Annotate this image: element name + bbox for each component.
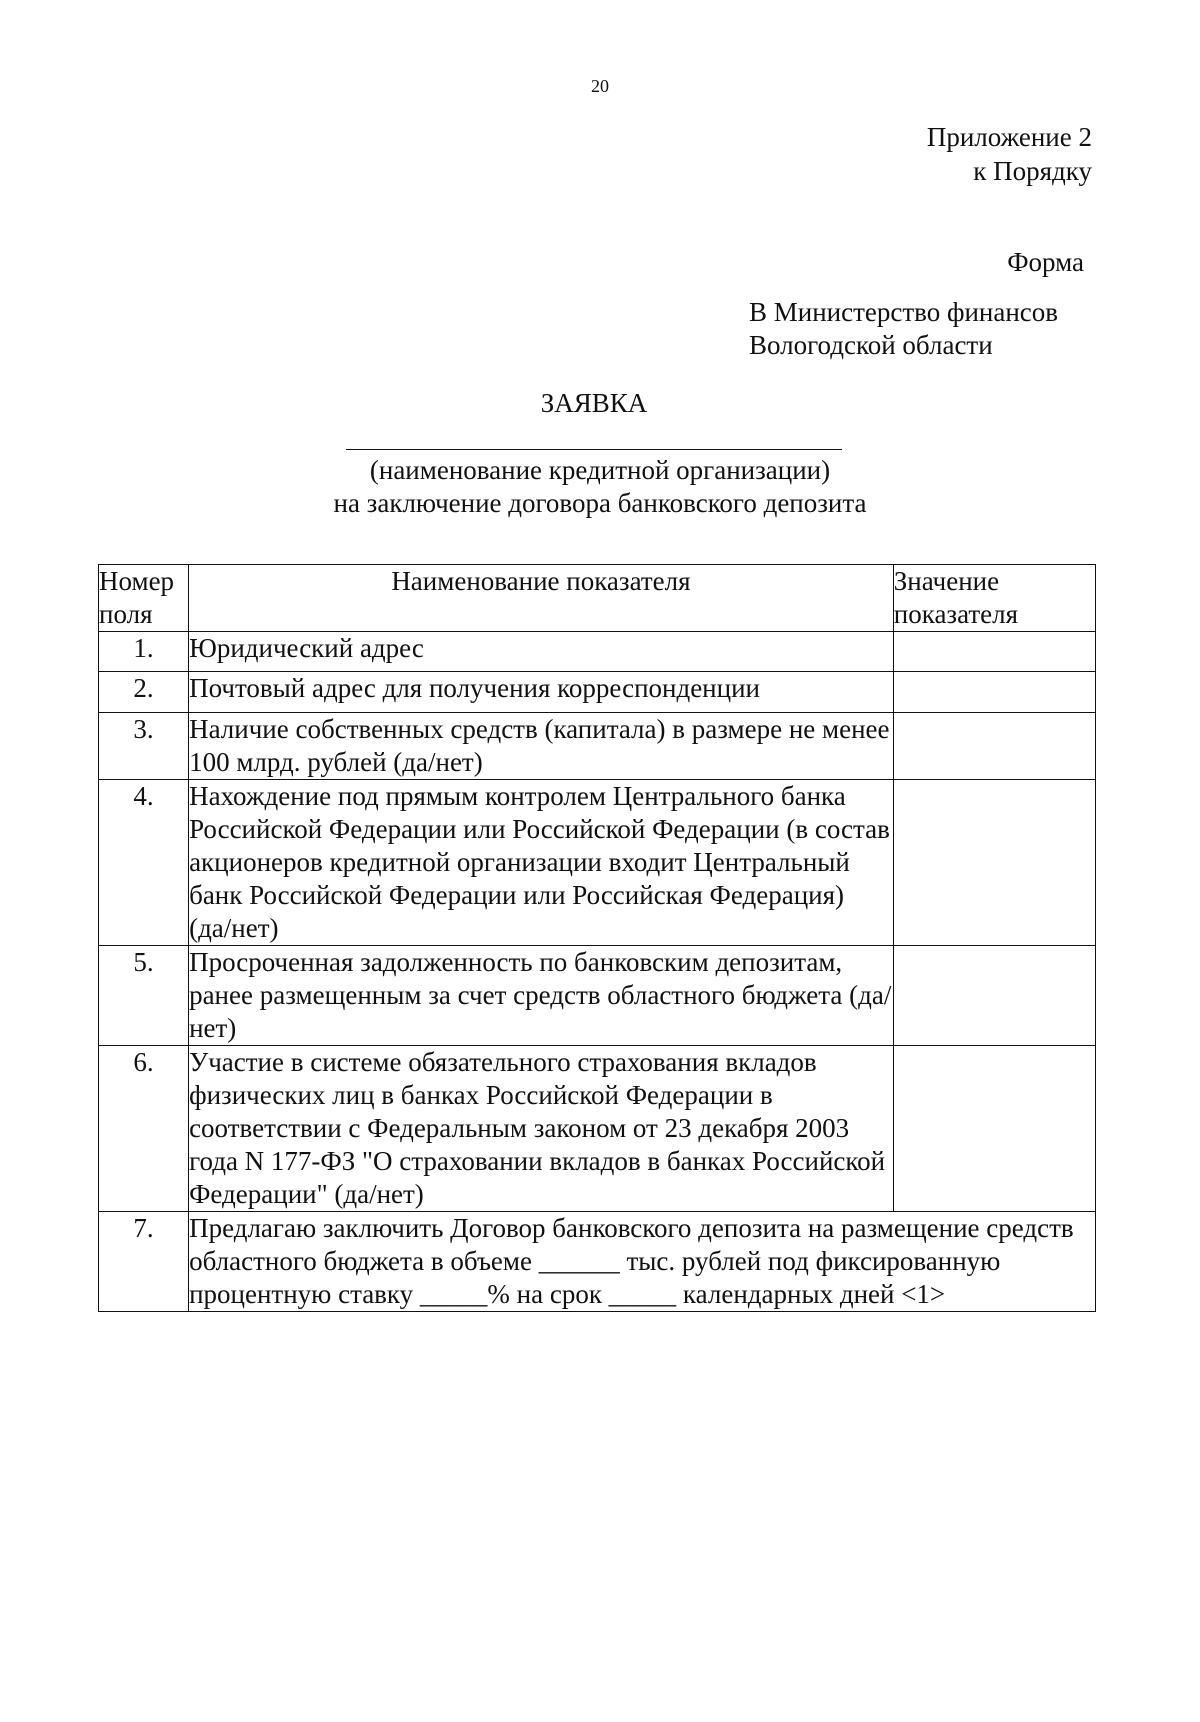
table-row	[99, 946, 1096, 1046]
row-indicator-name: Почтовый адрес для получения корреспонденции	[189, 672, 894, 713]
row-number: 1.	[99, 632, 189, 672]
row-indicator-name: Участие в системе обязательного страхования вкладов физических лиц в банках Российской Федерации в соответствии с Федеральным законом от 23 декабря 2003 года N 177-ФЗ "О страховании вкладов в банках Российской Федерации" (да/нет)	[189, 1046, 894, 1212]
row-value-cell[interactable]	[893, 713, 1095, 780]
row-number: 3.	[99, 713, 189, 780]
appendix-reference	[927, 120, 1092, 188]
addressee-line-1: В Министерство финансов	[749, 297, 1059, 327]
row-value-cell[interactable]	[893, 946, 1095, 1046]
header-field-number: Номер поля	[99, 565, 189, 632]
form-label: Форма	[1007, 247, 1084, 277]
table-header-row	[99, 565, 1096, 632]
table-row-proposal	[99, 1212, 1096, 1312]
table-row	[99, 672, 1096, 713]
document-subtitle	[0, 454, 1200, 520]
header-indicator-name: Наименование показателя	[189, 565, 894, 632]
table-row	[99, 713, 1096, 780]
row-indicator-name: Нахождение под прямым контролем Центрального банка Российской Федерации или Российской Федерации (в состав акционеров кредитной организации входит Центральный банк Российской Федерации или Российская Федерация) (да/нет)	[189, 780, 894, 946]
document-title	[0, 388, 1200, 419]
row-number: 4.	[99, 780, 189, 946]
page-number: 20	[591, 76, 609, 96]
proposal-text[interactable]: Предлагаю заключить Договор банковского депозита на размещение средств областного бюджета в объеме ______ тыс. рублей под фиксированную процентную ставку _____% на срок _____ календарных дней <1>	[189, 1212, 1096, 1312]
row-number: 5.	[99, 946, 189, 1046]
subtitle-line-2: на заключение договора банковского депозита	[333, 488, 867, 518]
appendix-line-2: к Порядку	[973, 156, 1092, 186]
row-indicator-name: Юридический адрес	[189, 632, 894, 672]
addressee	[749, 296, 1058, 362]
row-value-cell[interactable]	[893, 780, 1095, 946]
table-row	[99, 632, 1096, 672]
organization-name-blank[interactable]	[346, 449, 842, 450]
row-indicator-name: Просроченная задолженность по банковским депозитам, ранее размещенным за счет средств областного бюджета (да/нет)	[189, 946, 894, 1046]
row-value-cell[interactable]	[893, 1046, 1095, 1212]
row-number: 2.	[99, 672, 189, 713]
table-row	[99, 780, 1096, 946]
row-value-cell[interactable]	[893, 632, 1095, 672]
addressee-line-2: Вологодской области	[749, 330, 993, 360]
row-indicator-name: Наличие собственных средств (капитала) в размере не менее 100 млрд. рублей (да/нет)	[189, 713, 894, 780]
row-number: 7.	[99, 1212, 189, 1312]
appendix-line-1: Приложение 2	[926, 122, 1092, 152]
header-indicator-value: Значение показателя	[893, 565, 1095, 632]
subtitle-line-1: (наименование кредитной организации)	[369, 455, 831, 485]
row-value-cell[interactable]	[893, 672, 1095, 713]
table-row	[99, 1046, 1096, 1212]
row-number: 6.	[99, 1046, 189, 1212]
application-table	[98, 564, 1096, 1312]
document-title-text: ЗАЯВКА	[540, 388, 648, 418]
